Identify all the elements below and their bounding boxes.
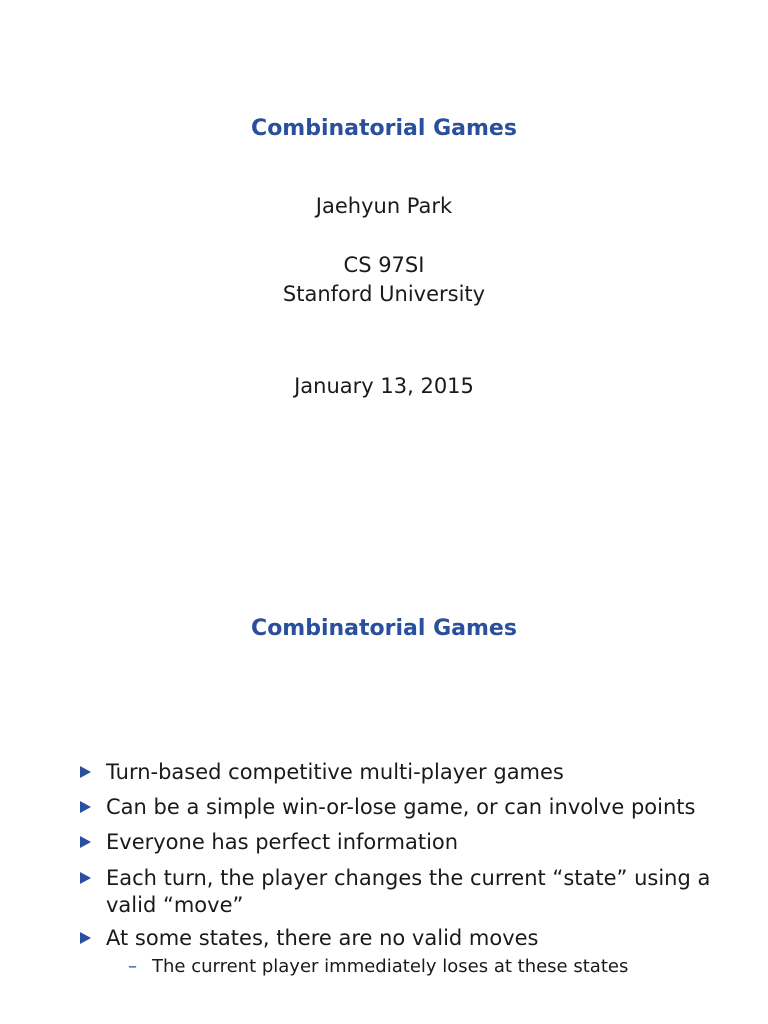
author-name: Jaehyun Park xyxy=(315,194,453,218)
bullet-text-continuation: valid “move” xyxy=(106,893,244,917)
bullet-text: At some states, there are no valid moves xyxy=(106,926,539,950)
triangle-bullet-icon xyxy=(80,801,91,813)
bullet-text: Each turn, the player changes the current “state” using a xyxy=(106,866,711,890)
bullet-text: Everyone has perfect information xyxy=(106,830,459,854)
bullet-text: Can be a simple win-or-lose game, or can involve points xyxy=(106,795,696,819)
content-slide xyxy=(0,512,768,1024)
triangle-bullet-icon xyxy=(80,872,91,884)
triangle-bullet-icon xyxy=(80,932,91,944)
presentation-date: January 13, 2015 xyxy=(294,374,474,398)
title-slide-heading: Combinatorial Games xyxy=(251,116,517,141)
bullet-text: Turn-based competitive multi-player games xyxy=(106,760,564,784)
triangle-bullet-icon xyxy=(80,766,91,778)
sub-bullet-text: The current player immediately loses at these states xyxy=(152,956,629,977)
bullet-item xyxy=(80,864,720,920)
course-code: CS 97SI xyxy=(343,253,425,277)
institution-name: Stanford University xyxy=(282,282,486,306)
dash-bullet-icon: – xyxy=(128,956,137,977)
content-slide-heading: Combinatorial Games xyxy=(251,616,517,641)
triangle-bullet-icon xyxy=(80,836,91,848)
